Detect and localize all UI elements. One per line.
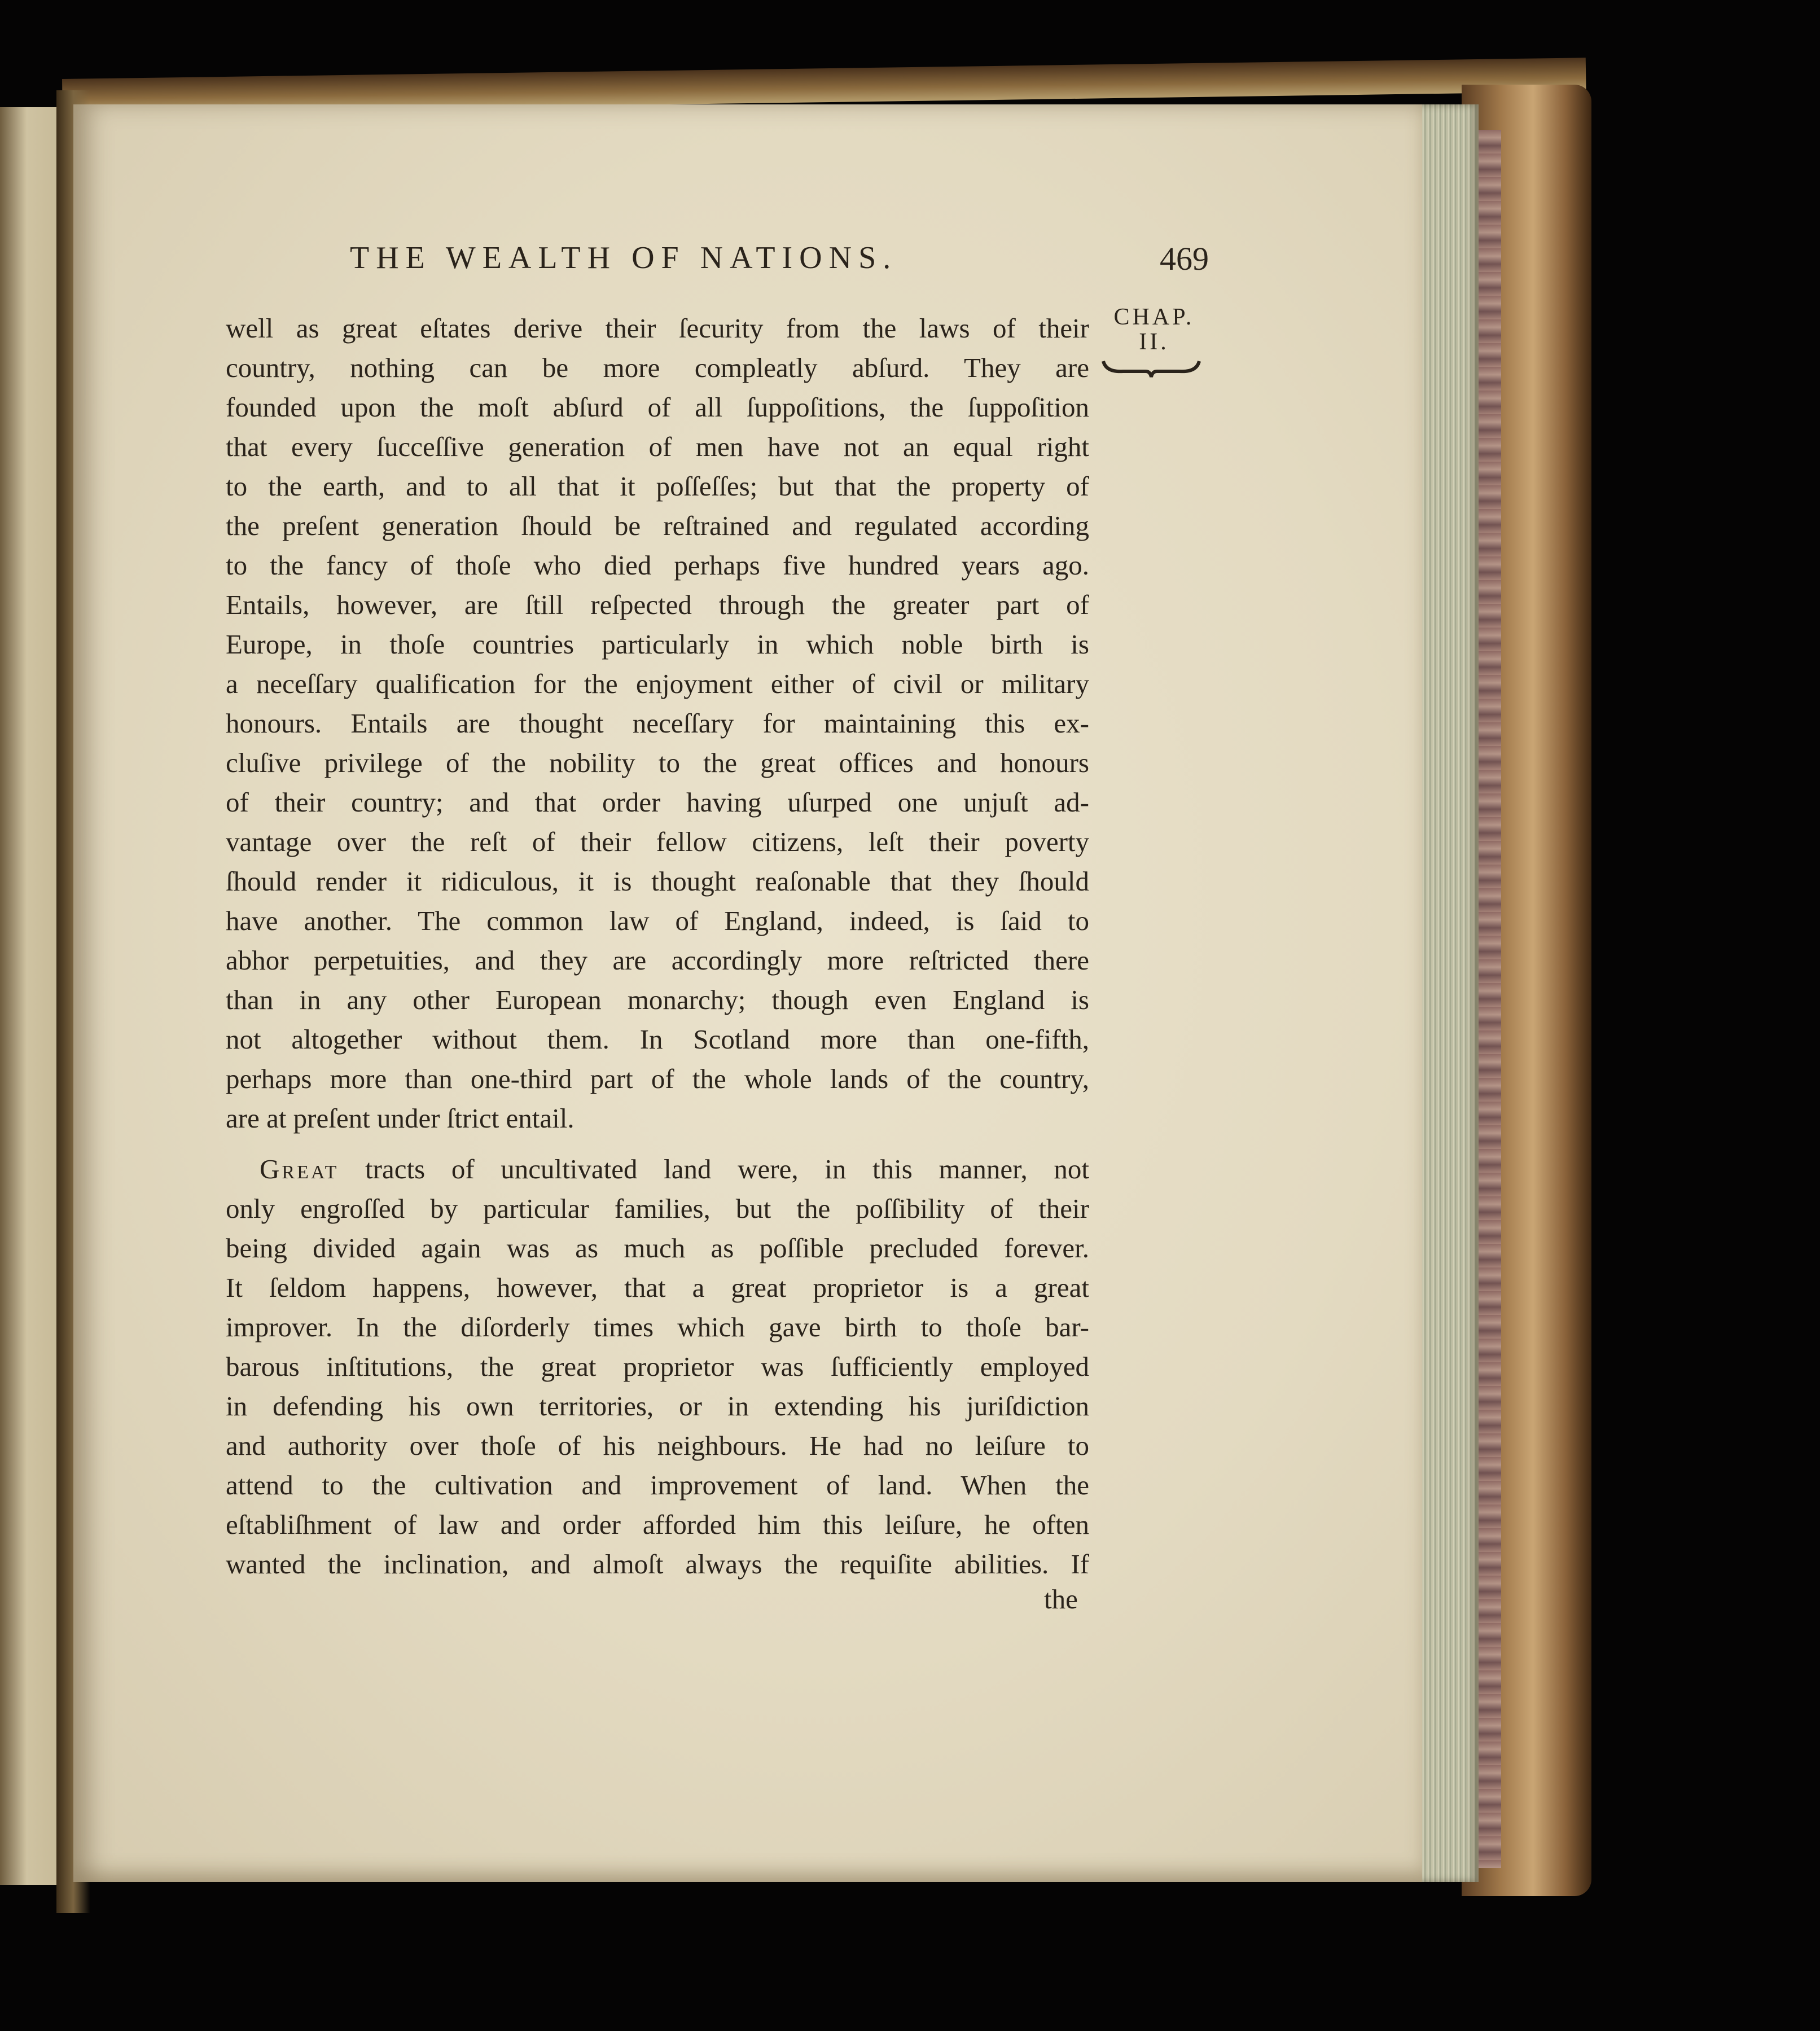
body-line: barous inſtitutions, the great proprietor was ſufficiently employed <box>226 1351 1089 1382</box>
body-line: founded upon the moſt abſurd of all ſuppoſitions, the ſuppoſition <box>226 392 1089 423</box>
page-number: 469 <box>1160 240 1209 277</box>
body-line: vantage over the reſt of their fellow citizens, leſt their poverty <box>226 826 1089 857</box>
body-line: have another. The common law of England, indeed, is ſaid to <box>226 905 1089 936</box>
body-line: to the fancy of thoſe who died perhaps five hundred years ago. <box>226 550 1089 581</box>
body-line: well as great eſtates derive their ſecurity from the laws of their <box>226 313 1089 344</box>
body-line: eſtabliſhment of law and order afforded him this leiſure, he often <box>226 1509 1089 1540</box>
body-line: abhor perpetuities, and they are accordingly more reſtricted there <box>226 945 1089 976</box>
running-head: THE WEALTH OF NATIONS. <box>350 240 898 275</box>
body-line: that every ſucceſſive generation of men have not an equal right <box>226 431 1089 462</box>
body-line: to the earth, and to all that it poſſeſſes; but that the property of <box>226 471 1089 502</box>
body-line: country, nothing can be more compleatly abſurd. They are <box>226 352 1089 383</box>
body-line: wanted the inclination, and almoſt always the requiſite abilities. If <box>226 1549 1089 1580</box>
catchword: the <box>1044 1583 1078 1615</box>
body-line: being divided again was as much as poſſible precluded forever. <box>226 1232 1089 1264</box>
margin-note-chapter: CHAP. <box>1113 304 1195 330</box>
margin-note <box>1098 305 1211 354</box>
body-line: not altogether without them. In Scotland more than one-fifth, <box>226 1024 1089 1055</box>
body-line: cluſive privilege of the nobility to the great offices and honours <box>226 747 1089 778</box>
body-line: of their country; and that order having uſurped one unjuſt ad- <box>226 787 1089 818</box>
body-line: are at preſent under ſtrict entail. <box>226 1103 574 1134</box>
body-line: only engroſſed by particular families, but the poſſibility of their <box>226 1193 1089 1224</box>
body-line: improver. In the diſorderly times which gave birth to thoſe bar- <box>226 1311 1089 1343</box>
body-line: honours. Entails are thought neceſſary for maintaining this ex- <box>226 708 1089 739</box>
brace-icon <box>1100 357 1202 379</box>
page-fore-edge <box>1416 104 1479 1882</box>
body-line: perhaps more than one-third part of the whole lands of the country, <box>226 1063 1089 1094</box>
small-caps-lead: Great <box>260 1153 339 1185</box>
body-line: Europe, in thoſe countries particularly in which noble birth is <box>226 629 1089 660</box>
body-line: ſhould render it ridiculous, it is thought reaſonable that they ſhould <box>226 866 1089 897</box>
body-line: Entails, however, are ſtill reſpected through the greater part of <box>226 589 1089 620</box>
body-line: It ſeldom happens, however, that a great proprietor is a great <box>226 1272 1089 1303</box>
margin-note-number: II. <box>1139 329 1169 355</box>
body-line: a neceſſary qualification for the enjoyment either of civil or military <box>226 668 1089 699</box>
body-line: the preſent generation ſhould be reſtrained and regulated according <box>226 510 1089 541</box>
body-line: attend to the cultivation and improvement of land. When the <box>226 1469 1089 1501</box>
body-text: tracts of uncultivated land were, in this manner, not <box>339 1153 1089 1185</box>
paragraph-opening-line <box>260 1150 1089 1188</box>
body-line: and authority over thoſe of his neighbours. He had no leiſure to <box>226 1430 1089 1461</box>
body-line: than in any other European monarchy; though even England is <box>226 984 1089 1015</box>
body-line: in defending his own territories, or in extending his juriſdiction <box>226 1390 1089 1422</box>
marbled-edge <box>1479 130 1501 1868</box>
